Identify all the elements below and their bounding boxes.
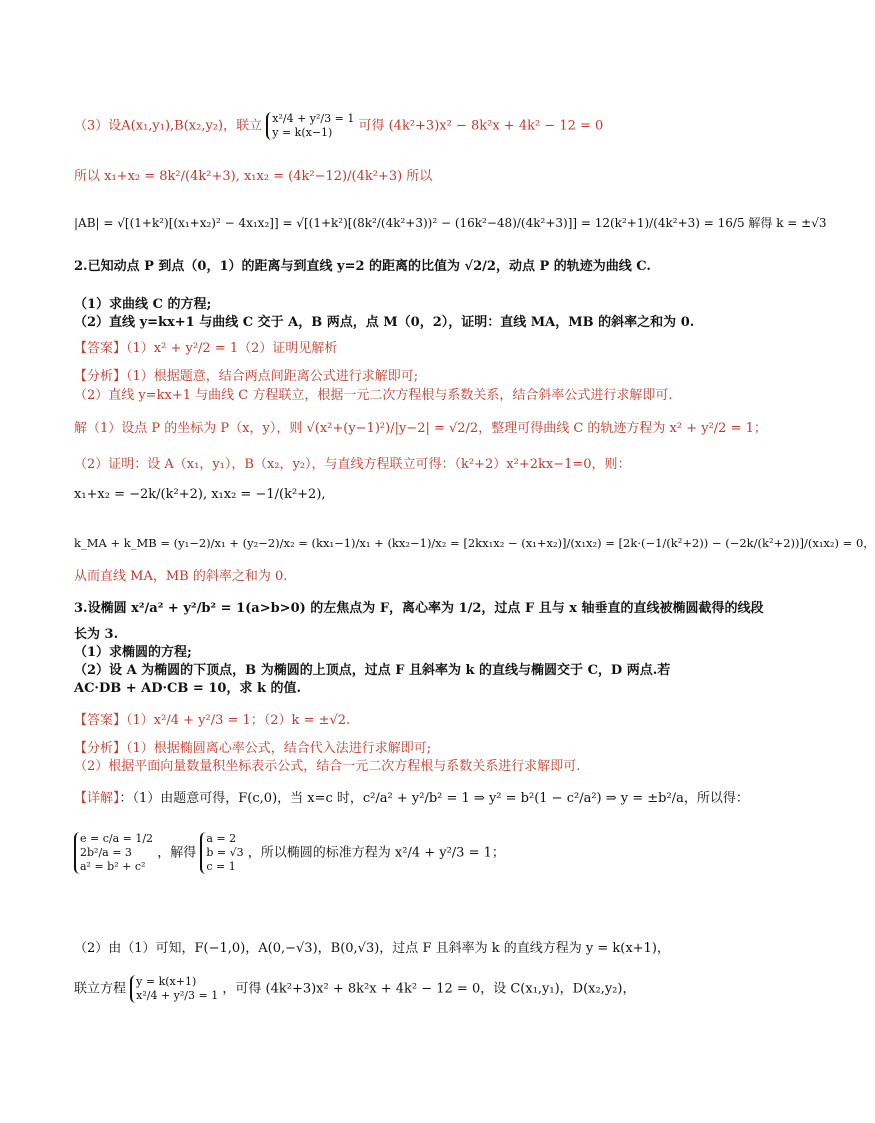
q2-part1: （1）求曲线 C 的方程;	[74, 297, 212, 312]
q3-part1: （1）求椭圆的方程;	[74, 645, 192, 660]
q2-title: 2.已知动点 P 到点（0，1）的距离与到直线 y=2 的距离的比值为 √2/2，动点 P 的轨迹为曲线 C.	[74, 259, 651, 274]
q2-conclusion: 从而直线 MA，MB 的斜率之和为 0.	[74, 569, 288, 584]
q3-joint-line	[74, 975, 754, 1003]
q3-system-b	[200, 832, 243, 874]
q3-sys-b1: a = 2	[206, 832, 237, 845]
q2-vieta: x₁+x₂ = −2k/(k²+2), x₁x₂ = −1/(k²+2),	[74, 487, 326, 502]
q2-analysis	[74, 368, 754, 386]
q3-sys-c1: y = k(x+1)	[136, 975, 197, 988]
q3-part2-cont: AC·DB + AD·CB = 10，求 k 的值.	[74, 681, 302, 696]
q3-answer-tag: 【答案】	[74, 713, 127, 728]
q3-answer-text: （1）x²/4 + y²/3 = 1；（2）k = ±√2.	[126, 713, 351, 728]
q2-solution-1: 解（1）设点 P 的坐标为 P（x，y），则 √(x²+(y−1)²)/|y−2| = √2/2，整理可得曲线 C 的轨迹方程为 x² + y²/2 = 1；	[74, 421, 767, 436]
q2-answer-tag: 【答案】	[74, 341, 127, 356]
q3-analysis-2: （2）根据平面向量数量积坐标表示公式，结合一元二次方程根与系数关系进行求解即可.	[74, 759, 581, 774]
q2-part2: （2）直线 y=kx+1 与曲线 C 交于 A，B 两点，点 M（0，2），证明：直线 MA，MB 的斜率之和为 0.	[74, 315, 695, 330]
q2-solution-2: （2）证明：设 A（x₁，y₁），B（x₂，y₂），与直线方程联立可得：（k²+2）x²+2kx−1=0，则：	[74, 457, 631, 472]
q3-sys-b2: b = √3	[206, 846, 244, 859]
q3-sys-a2: 2b²/a = 3	[80, 846, 132, 859]
q2-analysis-tag: 【分析】	[74, 369, 127, 384]
p3-ab-length: |AB| = √[(1+k²)[(x₁+x₂)² − 4x₁x₂]] = √[(1+k²)[(8k²/(4k²+3))² − (16k²−48)/(4k²+3)]] = 12(k²+1)/(4k²+3) = 16/5 解得 k = ±√3	[74, 216, 827, 230]
q3-part2-solution: （2）由（1）可知，F(−1,0)，A(0,−√3)，B(0,√3)，过点 F 且斜率为 k 的直线方程为 y = k(x+1)，	[74, 941, 670, 956]
q2-analysis-1: （1）根据题意，结合两点间距离公式进行求解即可;	[126, 369, 419, 384]
q3-system-a	[74, 832, 153, 874]
q3-title-cont: 长为 3.	[74, 627, 119, 642]
p3-vieta: 所以 x₁+x₂ = 8k²/(4k²+3), x₁x₂ = (4k²−12)/(4k²+3) 所以	[74, 169, 433, 184]
q3-solve: ，解得	[157, 845, 197, 861]
p3-result: 可得 (4k²+3)x² − 8k²x + 4k² − 12 = 0	[358, 118, 604, 134]
q3-standard-eq: ，所以椭圆的标准方程为 x²/4 + y²/3 = 1；	[247, 845, 505, 861]
q3-detail-tag: 【详解】	[74, 791, 120, 806]
p3-setup: （3）设A(x₁,y₁),B(x₂,y₂)，联立	[74, 118, 263, 134]
q3-title: 3.设椭圆 x²/a² + y²/b² = 1(a>b>0) 的左焦点为 F，离心率为 1/2，过点 F 且与 x 轴垂直的直线被椭圆截得的线段	[74, 601, 764, 616]
q3-joint: 联立方程	[74, 981, 127, 997]
p3-sys-eq2: y = k(x−1)	[272, 126, 333, 139]
q3-sys-c2: x²/4 + y²/3 = 1	[136, 989, 219, 1002]
q2-answer-text: （1）x² + y²/2 = 1（2）证明见解析	[126, 341, 338, 356]
q3-sys-b3: c = 1	[206, 860, 236, 873]
q3-analysis-tag: 【分析】	[74, 741, 127, 756]
q2-answer	[74, 340, 754, 358]
q3-system-line	[74, 832, 754, 874]
q3-answer	[74, 712, 754, 730]
q3-sys-a1: e = c/a = 1/2	[80, 832, 154, 845]
q3-analysis	[74, 740, 754, 758]
p3-setup-line	[74, 112, 754, 140]
q3-system-c	[130, 975, 218, 1003]
q2-slope-sum: k_MA + k_MB = (y₁−2)/x₁ + (y₂−2)/x₂ = (kx₁−1)/x₁ + (kx₂−1)/x₂ = [2kx₁x₂ − (x₁+x₂)]/(x₁x₂) = [2k·(−1/(k²+2)) − (−2k/(k²+2))]/(x₁x₂) = 0，	[74, 536, 875, 550]
p3-system	[266, 112, 354, 140]
q3-joint-result: ，可得 (4k²+3)x² + 8k²x + 4k² − 12 = 0，设 C(x₁,y₁)，D(x₂,y₂)，	[222, 981, 636, 997]
q3-sys-a3: a² = b² + c²	[80, 860, 146, 873]
p3-sys-eq1: x²/4 + y²/3 = 1	[272, 112, 355, 125]
q2-analysis-2: （2）直线 y=kx+1 与曲线 C 方程联立，根据一元二次方程根与系数关系，结合斜率公式进行求解即可.	[74, 388, 673, 403]
q3-detail	[74, 790, 754, 808]
q3-analysis-1: （1）根据椭圆离心率公式，结合代入法进行求解即可;	[126, 741, 432, 756]
q3-part2: （2）设 A 为椭圆的下顶点，B 为椭圆的上顶点，过点 F 且斜率为 k 的直线与椭圆交于 C，D 两点.若	[74, 663, 671, 678]
q3-detail-1: ：（1）由题意可得，F(c,0)，当 x=c 时，c²/a² + y²/b² = 1 ⇒ y² = b²(1 − c²/a²) ⇒ y = ±b²/a，所以得：	[119, 791, 749, 806]
